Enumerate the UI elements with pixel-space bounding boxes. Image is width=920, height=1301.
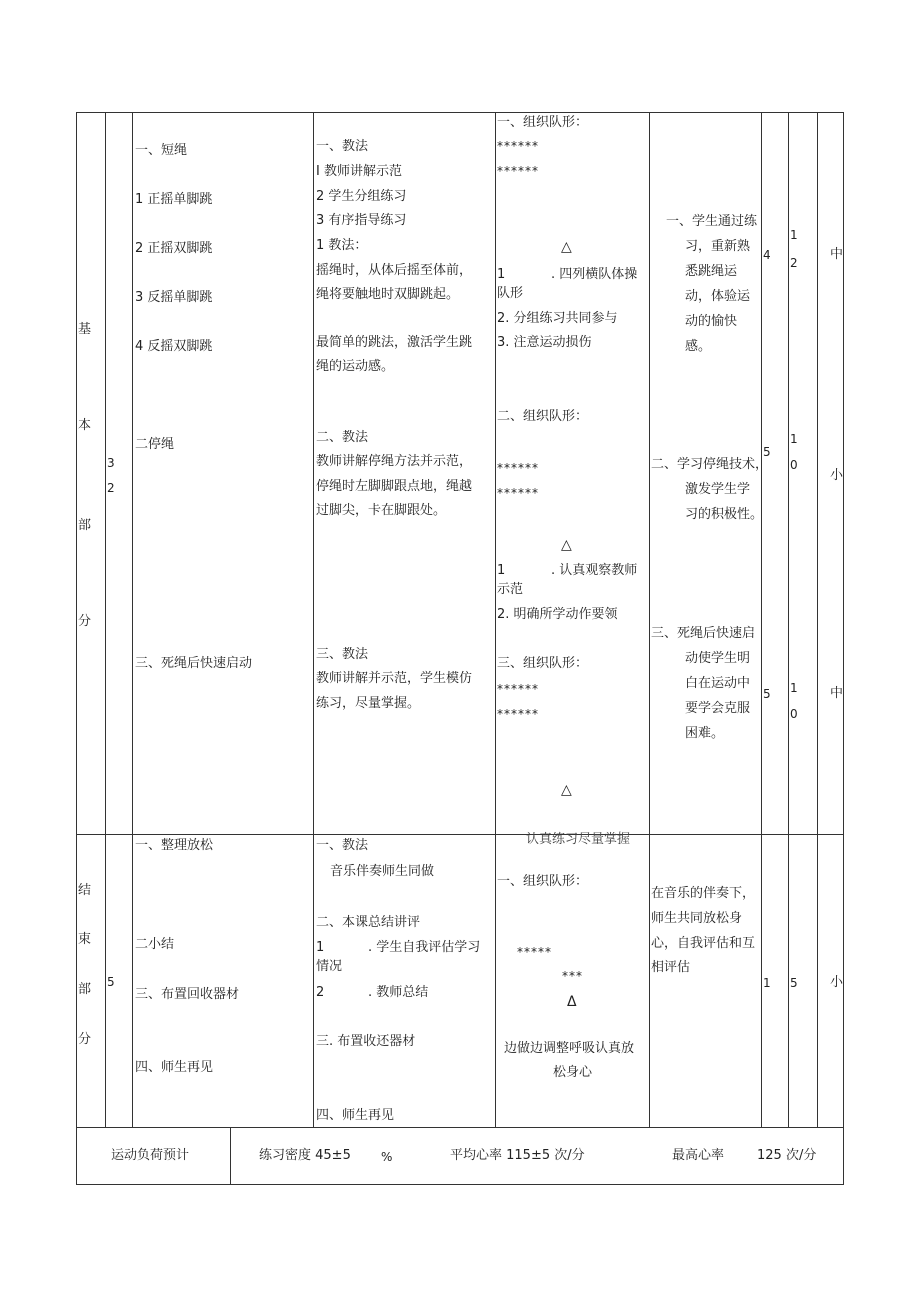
count-value: 5 (763, 687, 771, 701)
content-item: 二停绳 (135, 437, 175, 452)
org-line: 一、组织队形： (497, 115, 589, 130)
content-item: 三、布置回收器材 (135, 987, 240, 1002)
load-label: 运动负荷预计 (111, 1148, 190, 1163)
goal-line: 相评估 (651, 960, 691, 975)
method-line: 一、教法 (316, 838, 369, 853)
col-line (649, 112, 650, 1128)
formation-stars: ****** (497, 707, 539, 721)
formation-stars: ****** (497, 486, 539, 500)
goal-line: 悉跳绳运 (685, 264, 738, 279)
col-line (313, 112, 314, 1128)
goal-line: 要学会克服 (685, 701, 751, 716)
teacher-triangle: △ (561, 239, 572, 255)
intensity-value: 小 (830, 468, 844, 483)
avg-heart-rate: 平均心率 115±5 次/分 (450, 1148, 585, 1163)
org-line: 1 (497, 563, 506, 578)
goal-line: 师生共同放松身 (651, 911, 743, 926)
teacher-triangle: △ (561, 537, 572, 553)
goal-line: 白在运动中 (685, 676, 751, 691)
max-heart-rate-label: 最高心率 (672, 1148, 725, 1163)
org-line: . 四列横队体操 (551, 267, 638, 282)
count-value: 1 (763, 976, 771, 990)
method-line: . 教师总结 (368, 985, 429, 1000)
goal-line: 感。 (685, 339, 712, 354)
max-heart-rate-value: 125 次/分 (757, 1148, 817, 1163)
section-label-char: 部 (78, 982, 92, 997)
content-item: 四、师生再见 (135, 1060, 214, 1075)
org-line: 松身心 (553, 1065, 593, 1080)
count-value: 4 (763, 248, 771, 262)
duration-value: 2 (790, 256, 798, 270)
content-item: 3 反摇单脚跳 (135, 290, 213, 305)
goal-line: 三、死绳后快速启 (651, 626, 756, 641)
col-line (788, 112, 789, 1128)
col-line (105, 112, 106, 1128)
table-border-top (76, 112, 844, 113)
col-line (495, 112, 496, 1128)
org-line: 2. 明确所学动作要领 (497, 607, 618, 622)
formation-stars: *** (562, 969, 583, 983)
org-line: 队形 (497, 286, 524, 301)
table-border-left (76, 112, 77, 1185)
org-line: 边做边调整呼吸认真放 (504, 1041, 635, 1056)
org-line: 3. 注意运动损伤 (497, 335, 592, 350)
table-divider-end (76, 834, 844, 835)
method-line: 1 教法： (316, 238, 368, 253)
intensity-value: 中 (830, 247, 844, 262)
duration-value: 0 (790, 707, 798, 721)
intensity-value: 中 (830, 686, 844, 701)
formation-stars: ****** (497, 682, 539, 696)
formation-stars: ****** (497, 164, 539, 178)
col-line (132, 112, 133, 1128)
goal-line: 激发学生学 (685, 482, 751, 497)
content-item: 4 反摇双脚跳 (135, 339, 213, 354)
method-line: 练习，尽量掌握。 (316, 696, 421, 711)
table-border-right (843, 112, 844, 1185)
goal-line: 二、学习停绳技术， (651, 457, 769, 472)
content-item: 三、死绳后快速启动 (135, 656, 253, 671)
duration-value: 0 (790, 458, 798, 472)
duration-value: 5 (790, 976, 798, 990)
goal-line: 动使学生明 (685, 651, 751, 666)
col-line (817, 112, 818, 1128)
method-line: 教师讲解并示范，学生模仿 (316, 671, 473, 686)
method-line: 停绳时左脚脚跟点地，绳越 (316, 479, 473, 494)
method-line: 3 有序指导练习 (316, 213, 407, 228)
content-item: 1 正摇单脚跳 (135, 192, 213, 207)
time-value: 5 (107, 975, 115, 989)
method-line: 二、本课总结讲评 (316, 915, 421, 930)
duration-value: 1 (790, 681, 798, 695)
org-line: 1 (497, 267, 506, 282)
org-line: 2. 分组练习共同参与 (497, 311, 618, 326)
goal-line: 一、学生通过练 (666, 214, 758, 229)
content-item: 一、整理放松 (135, 838, 214, 853)
section-label-char: 束 (78, 932, 92, 947)
formation-stars: ****** (497, 461, 539, 475)
time-value: 2 (107, 481, 115, 495)
method-line: 二、教法 (316, 430, 369, 445)
method-line: 最简单的跳法，激活学生跳 (316, 335, 473, 350)
intensity-value: 小 (830, 975, 844, 990)
formation-stars: ***** (517, 945, 552, 959)
method-line: I 教师讲解示范 (316, 164, 402, 179)
method-line: 音乐伴奏师生同做 (330, 864, 435, 879)
org-line: 示范 (497, 582, 524, 597)
goal-line: 困难。 (685, 726, 725, 741)
method-line: 三、教法 (316, 647, 369, 662)
section-label-char: 分 (78, 1032, 92, 1047)
section-label-char: 本 (78, 418, 92, 433)
goal-line: 动的愉快 (685, 314, 738, 329)
method-line: 绳将要触地时双脚跳起。 (316, 287, 460, 302)
goal-line: 在音乐的伴奏下， (651, 886, 756, 901)
duration-value: 1 (790, 228, 798, 242)
section-label-char: 分 (78, 614, 92, 629)
method-line: 绳的运动感。 (316, 359, 395, 374)
goal-line: 动，体验运 (685, 289, 751, 304)
table-divider-footer (76, 1127, 844, 1128)
method-line: 2 (316, 985, 325, 1000)
footer-col-line (230, 1127, 231, 1185)
method-line: 情况 (316, 959, 343, 974)
goal-line: 习，重新熟 (685, 239, 751, 254)
method-line: 过脚尖，卡在脚跟处。 (316, 503, 447, 518)
org-line: . 认真观察教师 (551, 563, 638, 578)
duration-value: 1 (790, 432, 798, 446)
section-label-char: 结 (78, 883, 92, 898)
method-line: . 学生自我评估学习 (368, 940, 481, 955)
method-line: 三. 布置收还器材 (316, 1034, 416, 1049)
section-label-char: 部 (78, 518, 92, 533)
method-line: 2 学生分组练习 (316, 189, 407, 204)
section-label-char: 基 (78, 322, 92, 337)
goal-line: 心，自我评估和互 (651, 936, 756, 951)
method-line: 四、师生再见 (316, 1108, 395, 1123)
density-label: 练习密度 45±5 (259, 1148, 351, 1163)
density-unit: % (381, 1150, 393, 1164)
col-line (761, 112, 762, 1128)
count-value: 5 (763, 445, 771, 459)
cropped-org-line: 认真练习尽量掌握 (526, 832, 631, 847)
org-line: 二、组织队形： (497, 409, 589, 424)
goal-line: 习的积极性。 (685, 507, 764, 522)
method-line: 教师讲解停绳方法并示范， (316, 454, 473, 469)
table-border-bottom (76, 1184, 844, 1185)
org-line: 三、组织队形： (497, 656, 589, 671)
content-item: 2 正摇双脚跳 (135, 241, 213, 256)
teacher-triangle: △ (561, 782, 572, 798)
method-line: 一、教法 (316, 139, 369, 154)
content-item: 二小结 (135, 937, 175, 952)
teacher-triangle: Δ (567, 994, 577, 1010)
method-line: 1 (316, 940, 325, 955)
time-value: 3 (107, 456, 115, 470)
org-line: 一、组织队形： (497, 874, 589, 889)
formation-stars: ****** (497, 139, 539, 153)
content-item: 一、短绳 (135, 143, 188, 158)
method-line: 摇绳时，从体后摇至体前， (316, 263, 473, 278)
